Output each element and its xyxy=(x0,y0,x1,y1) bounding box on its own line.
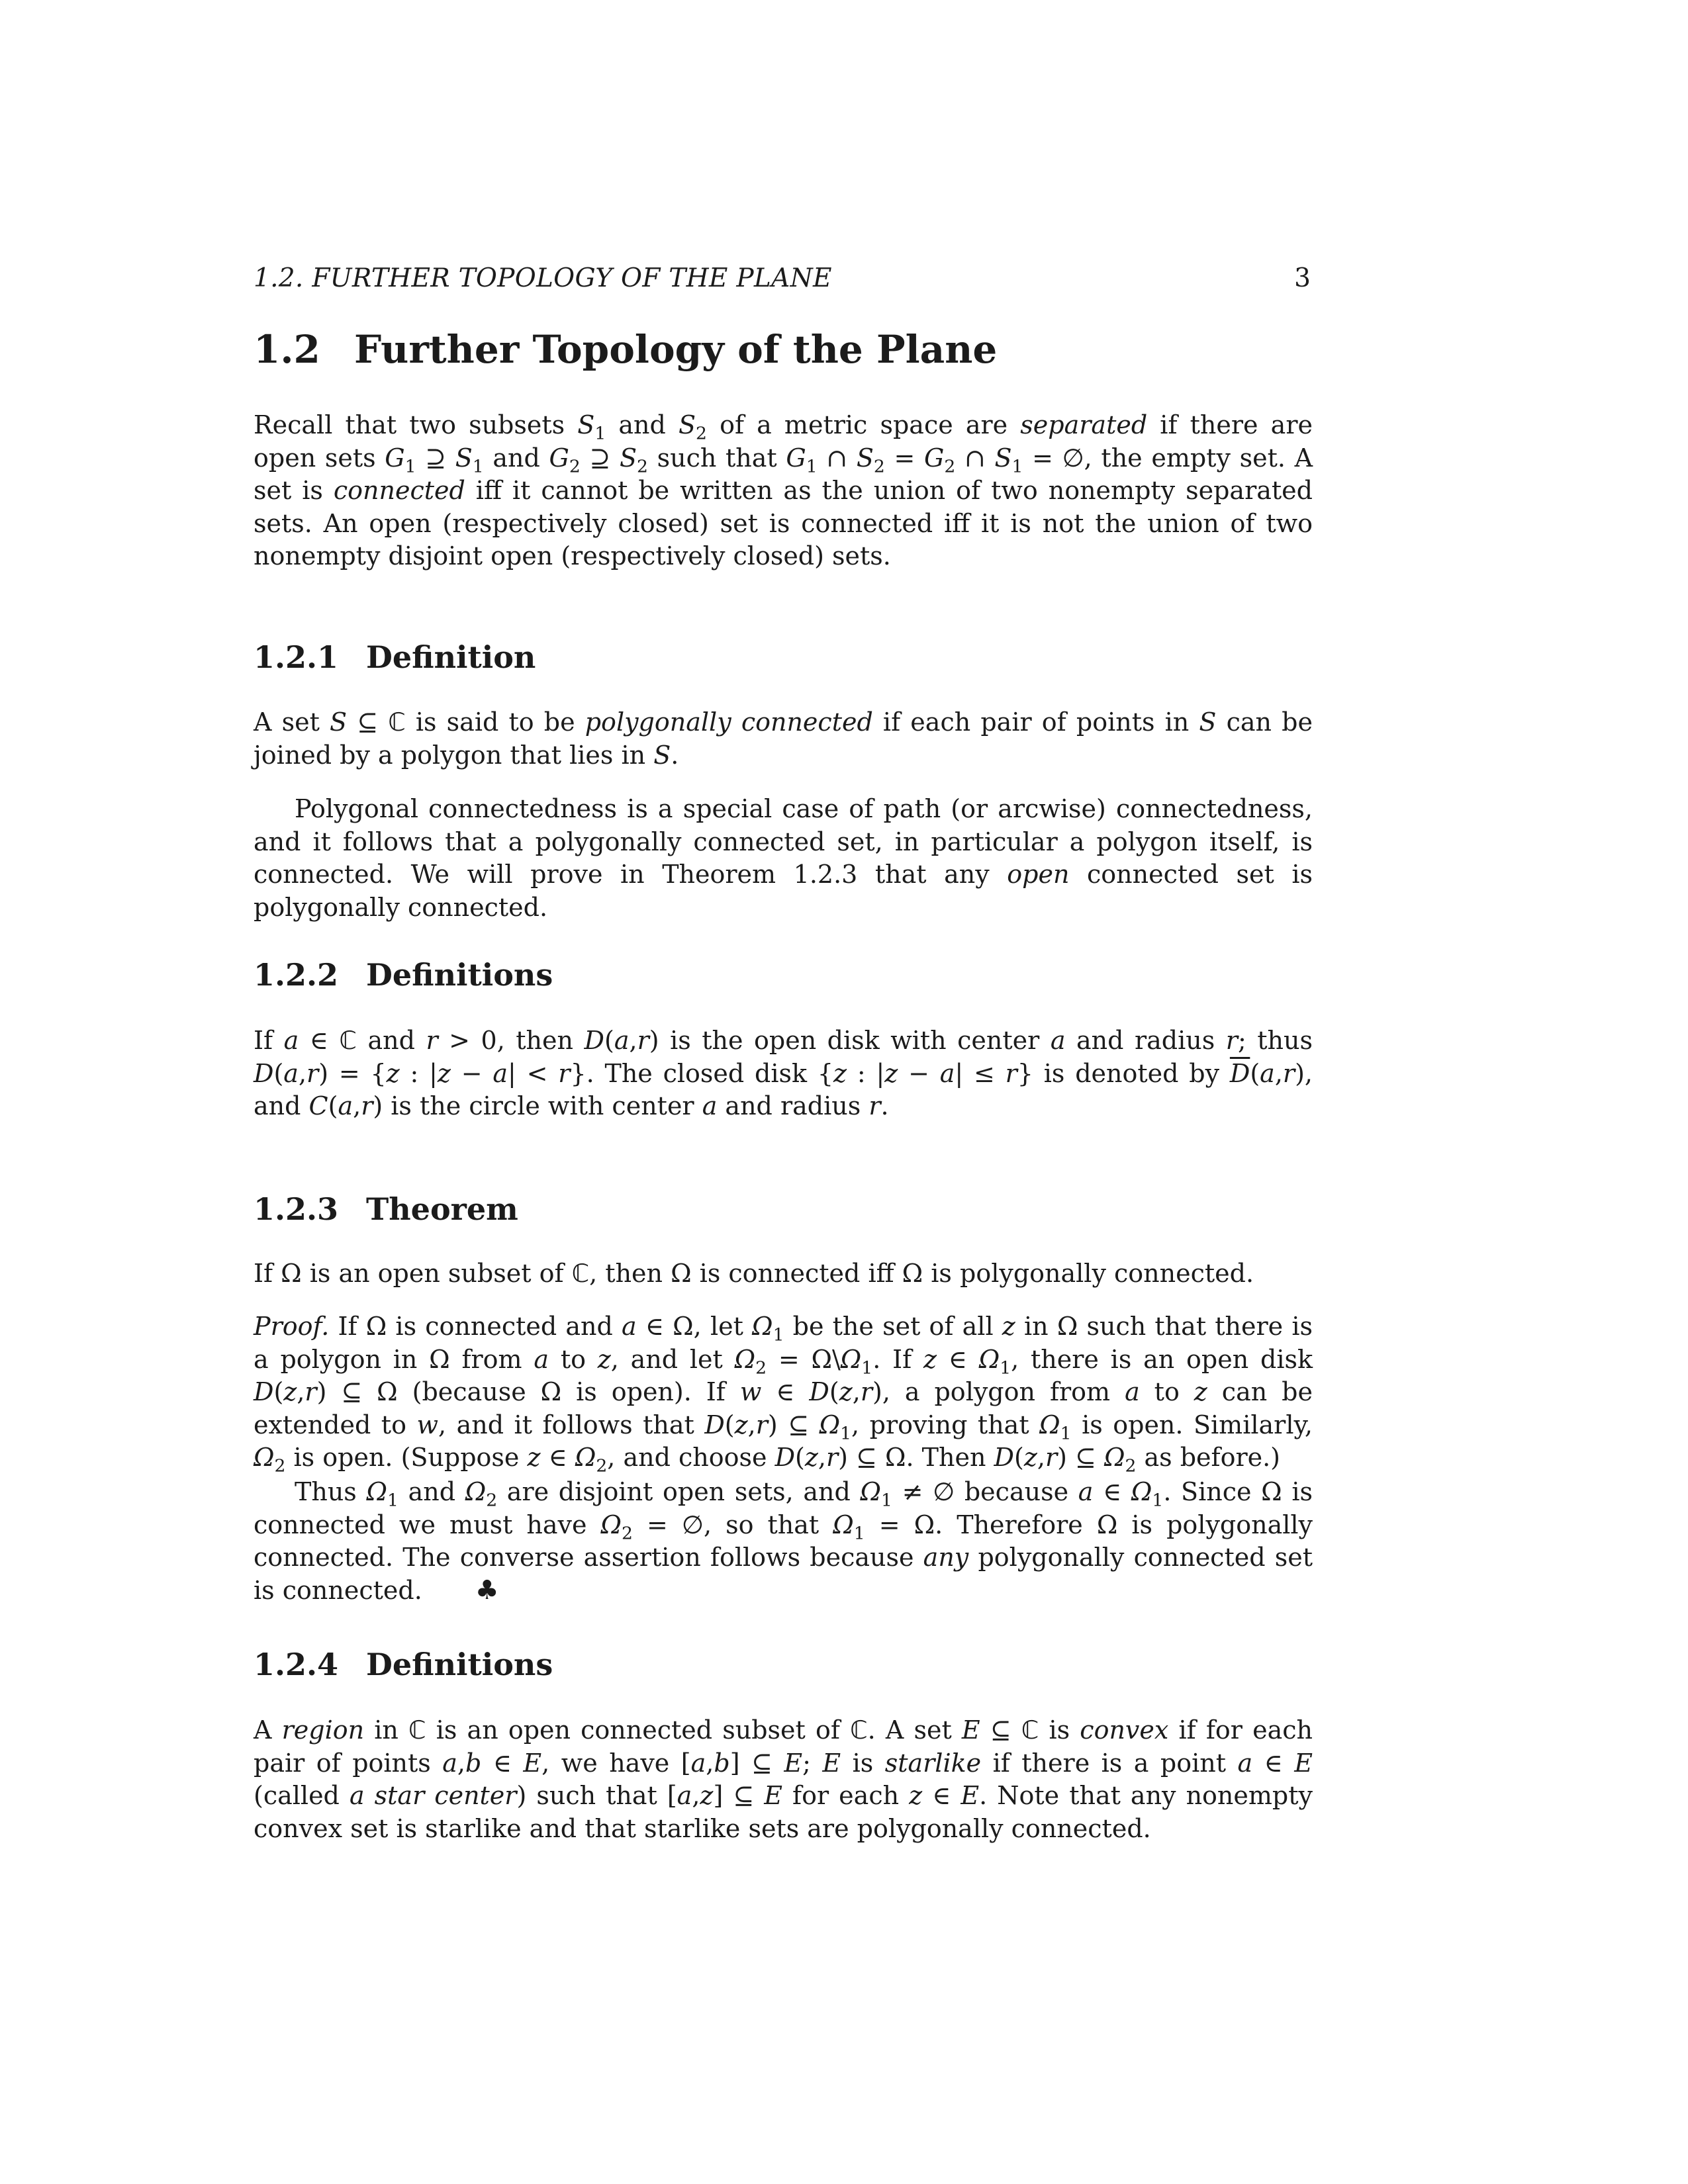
subsection-title: Theorem xyxy=(366,1191,518,1227)
proof-conclusion-body: Thus $\Omega_1$ and $\Omega_2$ are disjoint open sets, and $\Omega_1$ ≠ ∅ because a ∈ $\Omega_1$. Since Ω is connected we must have $\Omega_2$ = ∅, so that $\Omega_1 = \Omega$. Therefore Ω is polygonally connected. The converse assertion follows because any polygonally connected set is connected. xyxy=(254,1477,1313,1605)
paragraph-recall: Recall that two subsets $S_1$ and $S_2$ of a metric space are separated if there are open sets $G_1$ ⊇ $S_1$ and $G_2$ ⊇ $S_2$ such that $G_1$ ∩ $S_2 = G_2$ ∩ $S_1$ = ∅, the empty set. A set is connected iff it cannot be written as the union of two nonempty separated sets. An open (respectively closed) set is connected iff it is not the union of two nonempty disjoint open (respectively closed) sets. xyxy=(254,410,1313,571)
paragraph-polygonal-remark: Polygonal connectedness is a special case of path (or arcwise) connectedness, and it follows that a polygonally connected set, in particular a polygon itself, is connected. We will prove in Theorem 1.2.3 that any open connected set is polygonally connected. xyxy=(254,794,1313,922)
subsection-title: Definitions xyxy=(366,957,553,993)
subsection-heading-1-2-2 xyxy=(254,957,553,993)
subsection-heading-1-2-1 xyxy=(254,639,536,675)
subsection-number: 1.2.1 xyxy=(254,639,339,675)
section-heading xyxy=(254,327,997,372)
section-title: Further Topology of the Plane xyxy=(354,327,998,372)
subsection-number: 1.2.3 xyxy=(254,1191,339,1227)
subsection-title: Definitions xyxy=(366,1647,553,1682)
subsection-number: 1.2.4 xyxy=(254,1647,339,1682)
subsection-number: 1.2.2 xyxy=(254,957,339,993)
paragraph-theorem-statement: If Ω is an open subset of ℂ, then Ω is connected iff Ω is polygonally connected. xyxy=(254,1259,1254,1288)
paragraph-definition-polygonally-connected: A set S ⊆ ℂ is said to be polygonally connected if each pair of points in S can be joined by a polygon that lies in S. xyxy=(254,707,1313,770)
page-number: 3 xyxy=(1294,263,1311,293)
proof-label: Proof. xyxy=(254,1312,330,1341)
proof-body: If Ω is connected and a ∈ Ω, let $\Omega_1$ be the set of all z in Ω such that there is a polygon in Ω from a to z, and let $\Omega_2$ = $\Omega\backslash\Omega_1$. If z ∈ $\Omega_1$, there is an open disk D(z,r) ⊆ Ω (because Ω is open). If w ∈ D(z,r), a polygon from a to z can be extended to w, and it follows that D(z,r) ⊆ $\Omega_1$, proving that $\Omega_1$ is open. Similarly, $\Omega_2$ is open. (Suppose z ∈ $\Omega_2$, and choose D(z,r) ⊆ Ω. Then D(z,r) ⊆ $\Omega_2$ as before.) xyxy=(254,1312,1313,1477)
subsection-heading-1-2-3 xyxy=(254,1191,518,1227)
subsection-title: Definition xyxy=(366,639,536,675)
subsection-heading-1-2-4 xyxy=(254,1647,553,1682)
running-header: 1.2. FURTHER TOPOLOGY OF THE PLANE xyxy=(254,263,832,293)
paragraph-region-convex-starlike: A region in ℂ is an open connected subset of ℂ. A set E ⊆ ℂ is convex if for each pair of points a,b ∈ E, we have [a,b] ⊆ E; E is starlike if there is a point a ∈ E (called a star center) such that [a,z] ⊆ E for each z ∈ E. Note that any nonempty convex set is starlike and that starlike sets are polygonally connected. xyxy=(254,1715,1313,1843)
qed-club-icon: ♣ xyxy=(475,1574,499,1606)
section-number: 1.2 xyxy=(254,327,320,372)
paragraph-proof-conclusion xyxy=(254,1476,1313,1607)
paragraph-disk-definitions: If a ∈ ℂ and r > 0, then D(a,r) is the open disk with center a and radius r; thus D(a,r) = {z : |z − a| < r}. The closed disk {z : |z − a| ≤ r} is denoted by $\overline{D}(a,r)$, and C(a,r) is the circle with center a and radius r. xyxy=(254,1026,1313,1121)
paragraph-proof xyxy=(254,1310,1313,1475)
